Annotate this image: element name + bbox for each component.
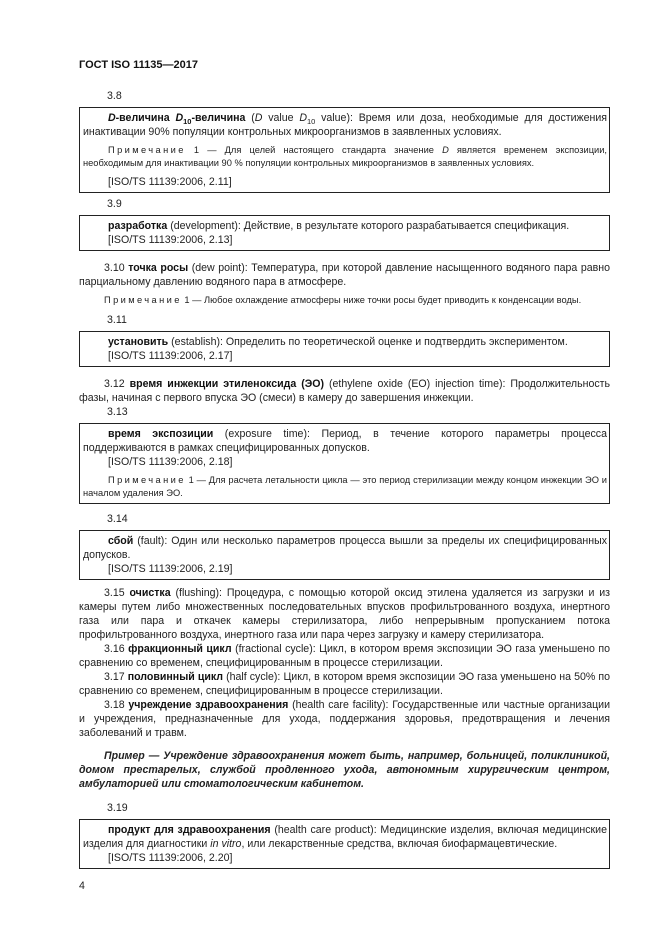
term-definition: 3.12 время инжекции этиленоксида (ЭО) (ethylene oxide (EO) injection time): Продолжительность фазы, начиная с первого впуска ЭО (смеси) в камеру до завершения инжекции. <box>79 378 611 404</box>
term-definition: D-величина $D_{10}$-величина (D value $D_{10}$ value): Время или доза, необходимые для достижения инактивации 90% популяции контрольных микроорганизмов в заявленных условиях. <box>83 112 607 138</box>
clause-3-10 <box>79 261 610 307</box>
page-number: 4 <box>79 880 85 892</box>
clause-3-12 <box>79 377 610 405</box>
term-definition: 3.16 фракционный цикл (fractional cycle): Цикл, в котором время экспозиции ЭО газа уменьшено по сравнению со временем, специфицированным в процессе стерилизации. <box>79 643 610 669</box>
term-definition: 3.15 очистка (flushing): Процедура, с помощью которой оксид этилена удаляется из загрузки и из камеры путем либо множественных последовательных впусков профильтрованного воздуха, инертного газа или пара и откачек камеры стерилизатора, либо непрерывным пропусканием потока профильтрованного воздуха, инертного газа или пара через загрузку и камеру стерилизатора. <box>79 587 611 641</box>
term-reference: [ISO/TS 11139:2006, 2.20] <box>108 852 233 864</box>
term-reference: [ISO/TS 11139:2006, 2.13] <box>108 234 233 246</box>
term-definition: разработка (development): Действие, в результате которого разрабатывается спецификация. <box>108 220 570 232</box>
term-reference: [ISO/TS 11139:2006, 2.19] <box>108 563 233 575</box>
term-definition: 3.10 точка росы (dew point): Температура, при которой давление насыщенного водяного пара равно парциальному давлению водяного пара в атмосфере. <box>79 262 611 288</box>
term-reference: [ISO/TS 11139:2006, 2.11] <box>108 176 232 188</box>
term-definition: время экспозиции (exposure time): Период, в течение которого параметры процесса поддерживаются в рамках специфицированных допусков. <box>83 428 607 454</box>
document-header: ГОСТ ISO 11135—2017 <box>79 59 198 71</box>
document-body <box>79 89 610 893</box>
term-definition: 3.18 учреждение здравоохранения (health care facility): Государственные или частные организации и учреждения, предназначенные для ухода, поддержания здоровья, предотвращения и лечения заболеваний и травм. <box>79 699 610 739</box>
term-note: Примечание 1 — Для целей настоящего стандарта значение D является временем экспозиции, необходимым для инактивации 90 % популяции контрольных микроорганизмов в заявленных условиях. <box>83 145 607 168</box>
clause-number: 3.8 <box>107 90 122 102</box>
clause-number: 3.9 <box>107 198 122 210</box>
term-definition: продукт для здравоохранения (health care product): Медицинские изделия, включая медицинские изделия для диагностики in vitro, или лекарственные средства, включая биофармацевтические. <box>83 824 607 850</box>
term-definition: сбой (fault): Один или несколько параметров процесса вышли за пределы их специфицированных допусков. <box>83 535 607 561</box>
term-box-3-13 <box>79 423 610 504</box>
term-definition: 3.17 половинный цикл (half cycle): Цикл, в котором время экспозиции ЭО газа уменьшено на 50% по сравнению со временем, специфицированным в процессе стерилизации. <box>79 671 611 697</box>
term-box-3-14 <box>79 530 610 580</box>
term-box-3-11 <box>79 331 610 367</box>
term-note: Примечание 1 — Для расчета летальности цикла — это период стерилизации между концом инжекции ЭО и началом удаления ЭО. <box>83 475 607 498</box>
clause-number: 3.11 <box>107 314 127 326</box>
term-box-3-19 <box>79 819 610 869</box>
clause-number: 3.13 <box>107 406 128 418</box>
term-example: Пример — Учреждение здравоохранения может быть, например, больницей, поликлиникой, домом престарелых, службой продленного ухода, автономным хирургическим центром, амбулаторией или стоматологическим кабинетом. <box>79 750 610 790</box>
term-note: Примечание 1 — Любое охлаждение атмосферы ниже точки росы будет приводить к конденсации воды. <box>104 295 582 305</box>
term-box-3-9 <box>79 215 610 251</box>
clauses-3-15-to-3-18 <box>79 586 610 791</box>
clause-number: 3.19 <box>107 802 128 814</box>
term-box-3-8 <box>79 107 610 193</box>
term-definition: установить (establish): Определить по теоретической оценке и подтвердить экспериментом. <box>108 336 568 348</box>
clause-number: 3.14 <box>107 513 128 525</box>
term-reference: [ISO/TS 11139:2006, 2.18] <box>108 456 233 468</box>
term-reference: [ISO/TS 11139:2006, 2.17] <box>108 350 233 362</box>
